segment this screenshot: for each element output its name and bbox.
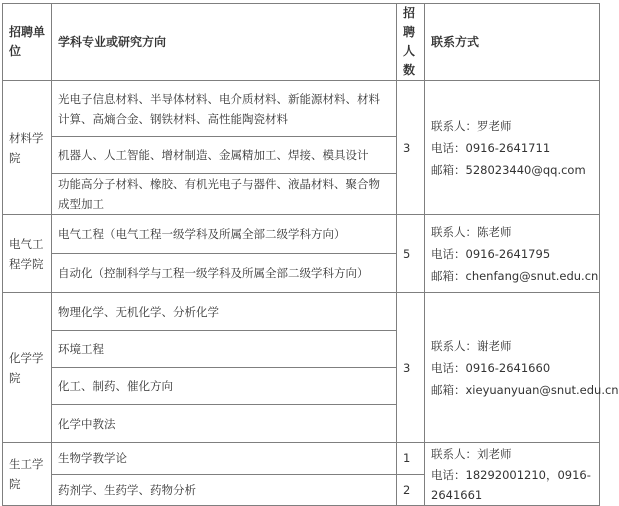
major-cell: 环境工程 — [52, 331, 397, 368]
table-row — [3, 443, 600, 475]
table-row — [3, 81, 600, 137]
count-cell: 5 — [397, 215, 425, 293]
contact-person: 联系人：刘老师 — [431, 447, 512, 461]
contact-cell — [425, 215, 600, 293]
table-row — [3, 215, 600, 254]
unit-name: 电气工程学院 — [3, 215, 52, 293]
header-unit: 招聘单位 — [3, 4, 52, 81]
contact-person: 联系人：罗老师 — [431, 118, 512, 133]
major-cell: 电气工程（电气工程一级学科及所属全部二级学科方向） — [52, 215, 397, 254]
major-cell: 功能高分子材料、橡胶、有机光电子与器件、液晶材料、聚合物成型加工 — [52, 174, 397, 215]
contact-email[interactable]: 邮箱：xieyuanyuan@snut.edu.cn — [431, 382, 619, 397]
header-count: 招聘人数 — [397, 4, 425, 81]
count-cell: 3 — [397, 293, 425, 443]
contact-email[interactable]: 邮箱：chenfang@snut.edu.cn — [431, 268, 599, 283]
major-cell: 化工、制药、催化方向 — [52, 368, 397, 405]
major-cell: 化学中教法 — [52, 405, 397, 443]
count-cell: 1 — [397, 443, 425, 475]
major-cell: 物理化学、无机化学、分析化学 — [52, 293, 397, 331]
table-row — [3, 293, 600, 331]
header-major: 学科专业或研究方向 — [52, 4, 397, 81]
major-cell: 自动化（控制科学与工程一级学科及所属全部二级学科方向） — [52, 254, 397, 293]
count-cell: 3 — [397, 81, 425, 215]
recruitment-table — [2, 3, 619, 506]
major-cell: 光电子信息材料、半导体材料、电介质材料、新能源材料、材料计算、高熵合金、钢铁材料、高性能陶瓷材料 — [52, 81, 397, 137]
unit-name: 生工学院 — [3, 443, 52, 506]
contact-person: 联系人：谢老师 — [431, 338, 512, 353]
unit-name: 化学学院 — [3, 293, 52, 443]
count-cell: 2 — [397, 474, 425, 506]
header-contact: 联系方式 — [425, 4, 600, 81]
contact-cell — [425, 81, 600, 215]
contact-phone: 电话：0916-2641660 — [431, 360, 551, 375]
contact-person: 联系人：陈老师 — [431, 224, 512, 239]
contact-cell — [425, 293, 619, 443]
contact-cell — [425, 443, 600, 506]
unit-name: 材料学院 — [3, 81, 52, 215]
contact-phone: 电话：18292001210，0916-2641661 — [431, 468, 591, 502]
major-cell: 药剂学、生药学、药物分析 — [52, 474, 397, 506]
contact-phone: 电话：0916-2641711 — [431, 140, 551, 155]
contact-phone: 电话：0916-2641795 — [431, 246, 551, 261]
contact-email[interactable]: 邮箱：528023440@qq.com — [431, 162, 586, 177]
major-cell: 生物学教学论 — [52, 443, 397, 475]
table-header-row — [3, 4, 600, 81]
major-cell: 机器人、人工智能、增材制造、金属精加工、焊接、模具设计 — [52, 137, 397, 174]
